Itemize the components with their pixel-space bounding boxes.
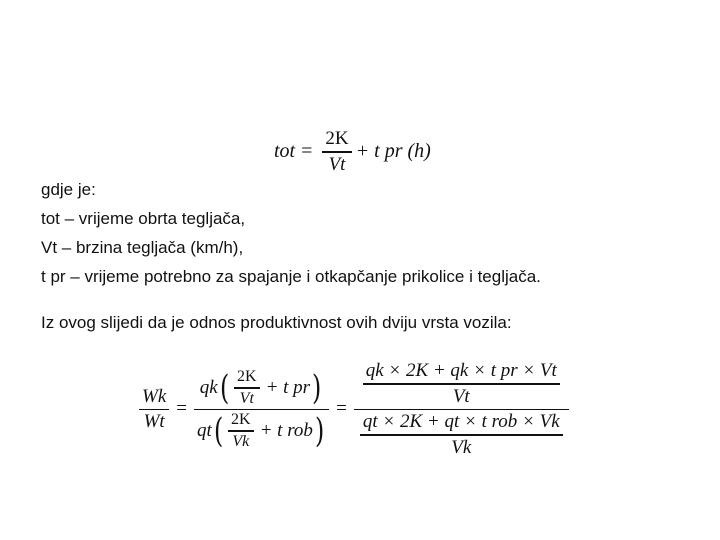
- mid-num-inner-denominator: Vt: [239, 389, 254, 407]
- definition-vt: Vt – brzina tegljača (km/h),: [41, 238, 244, 257]
- formula-tot-equals: =: [301, 140, 313, 163]
- formula-ratio: [136, 360, 572, 459]
- mid-num-inner-numerator: 2K: [237, 368, 257, 385]
- paren-close: ): [312, 367, 322, 408]
- intro-text: gdje je:: [41, 180, 96, 199]
- formula-tot-lhs: tot: [274, 140, 296, 163]
- paren-open: (: [213, 410, 224, 451]
- right-num-numerator: qk × 2K + qk × t pr × Vt: [365, 360, 557, 381]
- ratio-middle-fraction: [194, 368, 329, 451]
- paren-open: (: [219, 367, 230, 408]
- ratio-lhs-fraction: [139, 386, 169, 434]
- right-den-numerator: qt × 2K + qt × t rob × Vk: [362, 411, 560, 432]
- ratio-right-fraction: [354, 360, 569, 459]
- right-num-fraction: [363, 360, 560, 408]
- ratio-right-numerator: [357, 360, 566, 409]
- mid-den-inner-denominator: Vk: [232, 432, 250, 450]
- mid-num-coef: qk: [199, 376, 218, 398]
- formula-tot: [274, 128, 431, 176]
- right-num-denominator: Vt: [452, 385, 470, 407]
- ratio-equals-2: =: [336, 398, 347, 420]
- mid-num-rest: + t pr: [265, 376, 311, 398]
- ratio-lhs-numerator: Wk: [142, 385, 167, 407]
- mid-den-inner-fraction: [228, 411, 254, 451]
- definition-tot: tot – vrijeme obrta tegljača,: [41, 209, 246, 228]
- formula-tot-numerator: 2K: [325, 128, 349, 149]
- paren-close: ): [314, 410, 325, 451]
- formula-tot-fraction: [322, 128, 351, 176]
- conclusion-text: Iz ovog slijedi da je odnos produktivnost ovih dviju vrsta vozila:: [41, 313, 512, 332]
- ratio-equals-1: =: [176, 398, 187, 420]
- ratio-lhs-denominator: Wt: [143, 411, 165, 432]
- definition-tpr: t pr – vrijeme potrebno za spajanje i otkapčanje prikolice i tegljača.: [41, 267, 541, 286]
- right-den-fraction: [360, 411, 563, 459]
- formula-tot-denominator: Vt: [328, 153, 346, 175]
- formula-tot-rest: + t pr (h): [355, 140, 431, 163]
- ratio-middle-numerator: [197, 368, 327, 409]
- ratio-middle-denominator: [194, 410, 329, 451]
- ratio-right-denominator: [354, 410, 569, 459]
- mid-den-coef: qt: [196, 419, 212, 441]
- mid-num-inner-fraction: [234, 368, 260, 408]
- mid-den-inner-numerator: 2K: [231, 411, 251, 428]
- mid-den-rest: + t rob: [259, 419, 313, 441]
- right-den-denominator: Vk: [451, 436, 472, 458]
